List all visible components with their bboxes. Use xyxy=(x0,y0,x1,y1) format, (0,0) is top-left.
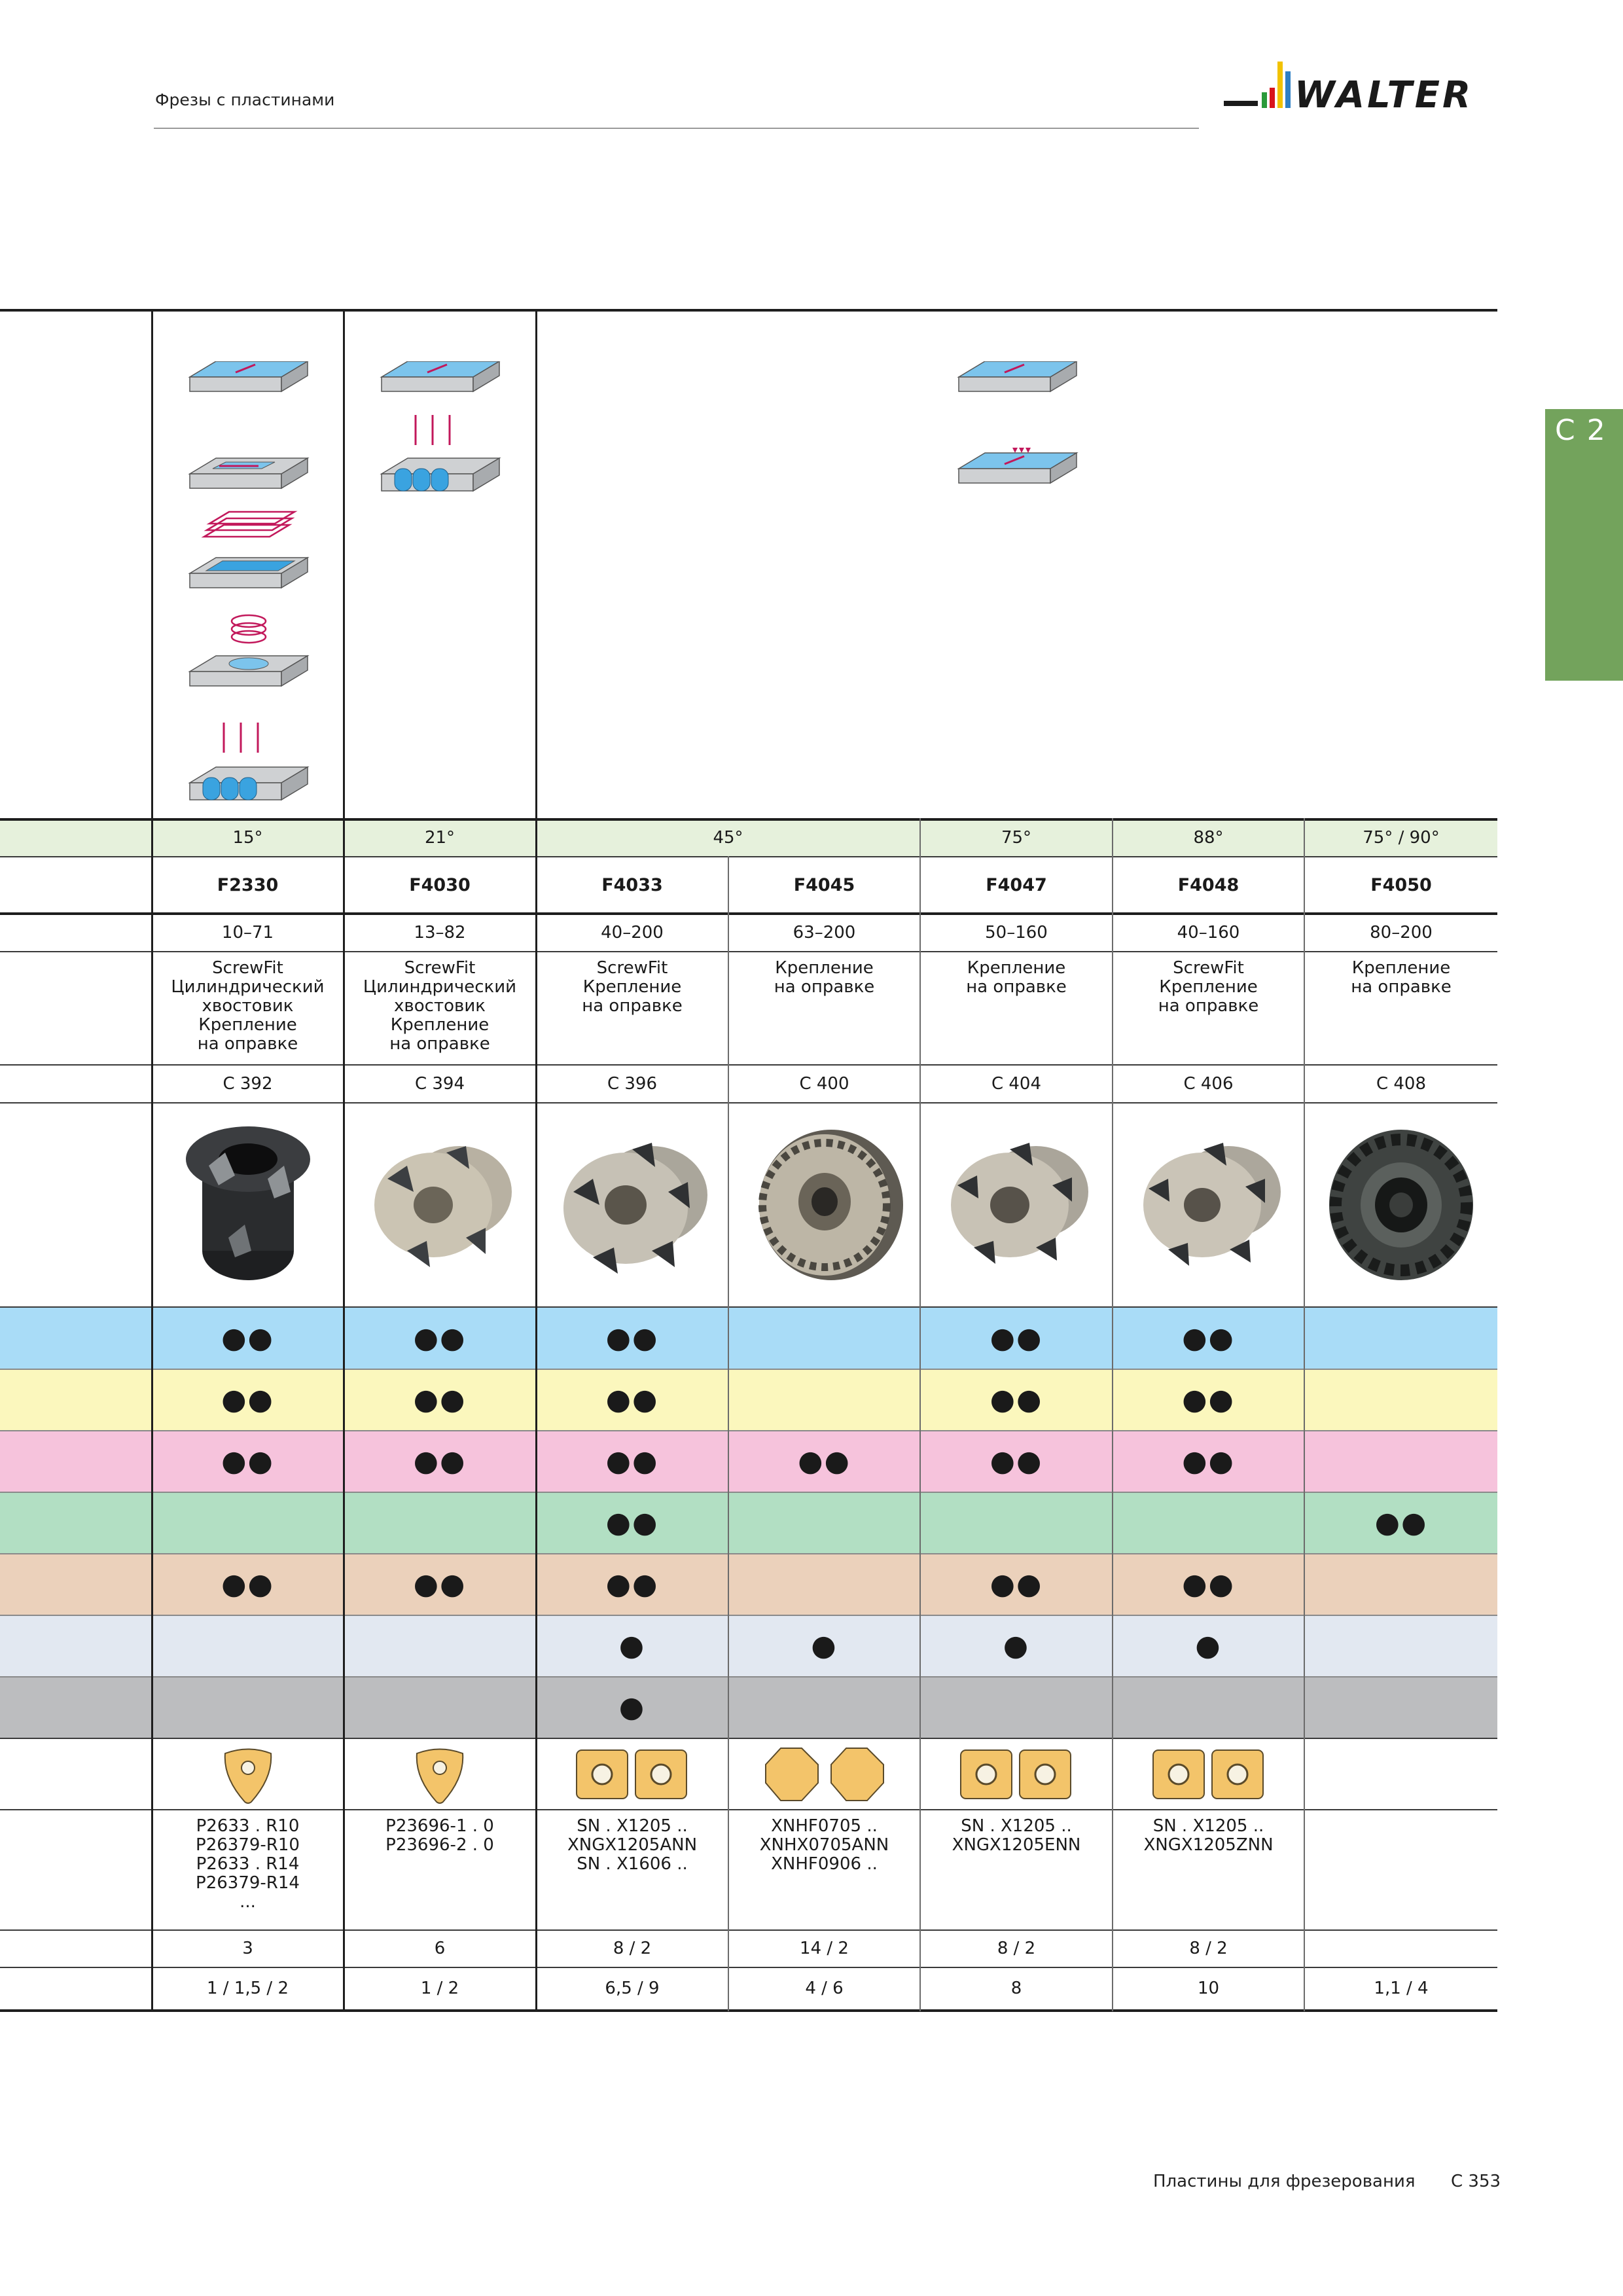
material-n-f4045 xyxy=(729,1492,919,1553)
material-o-f4030 xyxy=(344,1677,535,1738)
insert-codes: P2633 . R10 P26379-R10 P2633 . R14 P26379-R14 ... xyxy=(196,1816,300,1912)
cutting-edges: 8 / 2 xyxy=(997,1939,1036,1958)
application-icons-f4030 xyxy=(375,361,506,531)
plunge-arrows-icon xyxy=(224,723,258,753)
cutting-edges xyxy=(1305,1931,1497,1967)
material-p-f4048: ●● xyxy=(1182,1321,1235,1355)
chapter-tab-label: C 2 xyxy=(1555,414,1607,447)
material-s-f4048: ●● xyxy=(1182,1567,1235,1601)
model-f4048: F4048 xyxy=(1177,874,1240,895)
insert-codes: SN . X1205 .. XNGX1205ANN SN . X1606 .. xyxy=(567,1816,698,1874)
insert-codes: SN . X1205 .. XNGX1205ZNN xyxy=(1143,1816,1274,1855)
insert-octagon-icon xyxy=(729,1739,919,1809)
material-m-f4033: ●● xyxy=(605,1382,659,1416)
model-f4050: F4050 xyxy=(1370,874,1432,895)
material-k-f4033: ●● xyxy=(605,1444,659,1478)
material-k-f4050 xyxy=(1305,1431,1497,1492)
catalog-page-link[interactable]: C 394 xyxy=(414,1073,465,1094)
insert-square-icon xyxy=(1113,1739,1304,1809)
plunge-arrows-icon xyxy=(416,415,450,445)
angle-21: 21° xyxy=(424,827,455,848)
material-k-f2330: ●● xyxy=(221,1444,274,1478)
material-m-f2330: ●● xyxy=(221,1382,274,1416)
material-k-f4030: ●● xyxy=(413,1444,467,1478)
material-o-f4048 xyxy=(1113,1677,1304,1738)
mounting-type: Крепление на оправке xyxy=(966,958,1067,997)
cutting-edges: 6 xyxy=(434,1939,446,1958)
material-s-f4047: ●● xyxy=(990,1567,1043,1601)
material-m-f4045 xyxy=(729,1369,919,1430)
mounting-type: Крепление на оправке xyxy=(774,958,875,997)
plunge-milling-icon xyxy=(190,767,308,800)
depth-of-cut: 10 xyxy=(1197,1979,1220,1998)
depth-of-cut: 1 / 1,5 / 2 xyxy=(206,1979,289,1998)
milling-cutter-table xyxy=(0,309,1497,2013)
application-icons-f4033-f4050 xyxy=(952,361,1083,492)
header-rule xyxy=(154,128,1199,129)
material-o-f4045 xyxy=(729,1677,919,1738)
cutting-edges: 8 / 2 xyxy=(613,1939,652,1958)
depth-of-cut: 4 / 6 xyxy=(805,1979,844,1998)
insert-square-icon xyxy=(921,1739,1112,1809)
cutter-image-f4045 xyxy=(729,1103,919,1306)
material-p-f4047: ●● xyxy=(990,1321,1043,1355)
insert-codes: XNHF0705 .. XNHX0705ANN XNHF0906 .. xyxy=(759,1816,889,1874)
helical-interpolation-icon xyxy=(232,615,266,643)
mounting-type: ScrewFit Цилиндрический хвостовик Крепление на оправке xyxy=(171,958,325,1054)
insert-codes: SN . X1205 .. XNGX1205ENN xyxy=(952,1816,1081,1855)
diameter-range: 13–82 xyxy=(414,923,466,942)
material-s-f4030: ●● xyxy=(413,1567,467,1601)
material-h-f4045: ● xyxy=(811,1628,838,1662)
material-m-f4050 xyxy=(1305,1369,1497,1430)
material-h-f4050 xyxy=(1305,1615,1497,1676)
material-o-f4050 xyxy=(1305,1677,1497,1738)
cutter-image-f4047 xyxy=(921,1103,1112,1306)
material-o-f4047 xyxy=(921,1677,1112,1738)
insert-trigon-icon xyxy=(152,1739,343,1809)
cutting-edges: 3 xyxy=(242,1939,253,1958)
material-m-f4047: ●● xyxy=(990,1382,1043,1416)
angle-45: 45° xyxy=(713,827,743,848)
diameter-range: 80–200 xyxy=(1370,923,1433,942)
material-p-f4045 xyxy=(729,1308,919,1369)
chapter-tab xyxy=(1545,409,1623,681)
catalog-page-link[interactable]: C 406 xyxy=(1183,1073,1234,1094)
material-s-f4033: ●● xyxy=(605,1567,659,1601)
catalog-page-link[interactable]: C 400 xyxy=(799,1073,849,1094)
cutter-image-f4030 xyxy=(344,1103,535,1306)
material-m-f4030: ●● xyxy=(413,1382,467,1416)
mounting-type: ScrewFit Крепление на оправке xyxy=(582,958,683,1016)
cutter-image-f2330 xyxy=(152,1103,343,1306)
angle-88: 88° xyxy=(1193,827,1224,848)
material-n-f4030 xyxy=(344,1492,535,1553)
material-p-f4033: ●● xyxy=(605,1321,659,1355)
material-n-f4047 xyxy=(921,1492,1112,1553)
catalog-page-link[interactable]: C 404 xyxy=(991,1073,1042,1094)
material-n-f2330 xyxy=(152,1492,343,1553)
cutter-image-f4050 xyxy=(1305,1103,1497,1306)
model-f4030: F4030 xyxy=(409,874,471,895)
material-n-f4048 xyxy=(1113,1492,1304,1553)
material-o-f4033: ● xyxy=(618,1690,646,1724)
material-p-f4030: ●● xyxy=(413,1321,467,1355)
insert-trigon-icon xyxy=(344,1739,535,1809)
insert-codes: P23696-1 . 0 P23696-2 . 0 xyxy=(385,1816,494,1855)
material-p-f2330: ●● xyxy=(221,1321,274,1355)
mounting-type: ScrewFit Цилиндрический хвостовик Крепление на оправке xyxy=(363,958,517,1054)
model-f4033: F4033 xyxy=(601,874,663,895)
depth-of-cut: 8 xyxy=(1010,1979,1022,1998)
model-f4045: F4045 xyxy=(793,874,855,895)
circular-pocket-icon xyxy=(190,656,308,686)
material-h-f4030 xyxy=(344,1615,535,1676)
material-n-f4033: ●● xyxy=(605,1505,659,1539)
cutter-image-f4048 xyxy=(1113,1103,1304,1306)
mounting-type: ScrewFit Крепление на оправке xyxy=(1158,958,1259,1016)
ramping-path-icon xyxy=(204,512,294,537)
material-k-f4045: ●● xyxy=(798,1444,851,1478)
diameter-range: 40–200 xyxy=(601,923,664,942)
depth-of-cut: 1 / 2 xyxy=(420,1979,459,1998)
catalog-page-link[interactable]: C 392 xyxy=(223,1073,273,1094)
mounting-type: Крепление на оправке xyxy=(1351,958,1452,997)
material-m-f4048: ●● xyxy=(1182,1382,1235,1416)
diameter-range: 63–200 xyxy=(793,923,856,942)
model-f4047: F4047 xyxy=(986,874,1047,895)
material-s-f4050 xyxy=(1305,1554,1497,1615)
material-n-f4050: ●● xyxy=(1374,1505,1428,1539)
material-s-f4045 xyxy=(729,1554,919,1615)
cutting-edges: 8 / 2 xyxy=(1189,1939,1228,1958)
material-k-f4047: ●● xyxy=(990,1444,1043,1478)
insert-codes xyxy=(1305,1810,1497,1929)
svg-text:WALTER: WALTER xyxy=(1294,74,1474,117)
angle-75-90: 75° / 90° xyxy=(1363,827,1440,848)
material-h-f4033: ● xyxy=(618,1628,646,1662)
cutter-image-f4033 xyxy=(537,1103,728,1306)
face-milling-icon xyxy=(959,361,1077,391)
depth-of-cut: 1,1 / 4 xyxy=(1374,1979,1429,1998)
footer-section-title: Пластины для фрезерования xyxy=(1153,2172,1416,2191)
material-h-f4048: ● xyxy=(1195,1628,1222,1662)
table-bottom-rule xyxy=(0,2009,1497,2012)
diameter-range: 10–71 xyxy=(221,923,274,942)
catalog-page-link[interactable]: C 408 xyxy=(1376,1073,1427,1094)
material-h-f2330 xyxy=(152,1615,343,1676)
angle-75: 75° xyxy=(1001,827,1032,848)
walter-logo xyxy=(1224,58,1504,135)
page-header-title: Фрезы с пластинами xyxy=(155,90,335,109)
face-milling-icon xyxy=(382,361,499,391)
model-f2330: F2330 xyxy=(217,874,279,895)
material-s-f2330: ●● xyxy=(221,1567,274,1601)
high-feed-milling-icon xyxy=(959,448,1077,483)
material-k-f4048: ●● xyxy=(1182,1444,1235,1478)
diameter-range: 50–160 xyxy=(985,923,1048,942)
plunge-milling-icon xyxy=(382,458,499,491)
page-number: C 353 xyxy=(1451,2172,1501,2191)
pocket-milling-icon xyxy=(190,458,308,488)
table-top-rule xyxy=(0,309,1497,312)
material-h-f4047: ● xyxy=(1003,1628,1030,1662)
angle-15: 15° xyxy=(232,827,263,848)
insert-square-icon xyxy=(537,1739,728,1809)
material-o-f2330 xyxy=(152,1677,343,1738)
slot-milling-icon xyxy=(190,558,308,588)
cutting-edges: 14 / 2 xyxy=(800,1939,849,1958)
diameter-range: 40–160 xyxy=(1177,923,1240,942)
catalog-page-link[interactable]: C 396 xyxy=(607,1073,658,1094)
depth-of-cut: 6,5 / 9 xyxy=(605,1979,660,1998)
material-p-f4050 xyxy=(1305,1308,1497,1369)
face-milling-icon xyxy=(190,361,308,391)
